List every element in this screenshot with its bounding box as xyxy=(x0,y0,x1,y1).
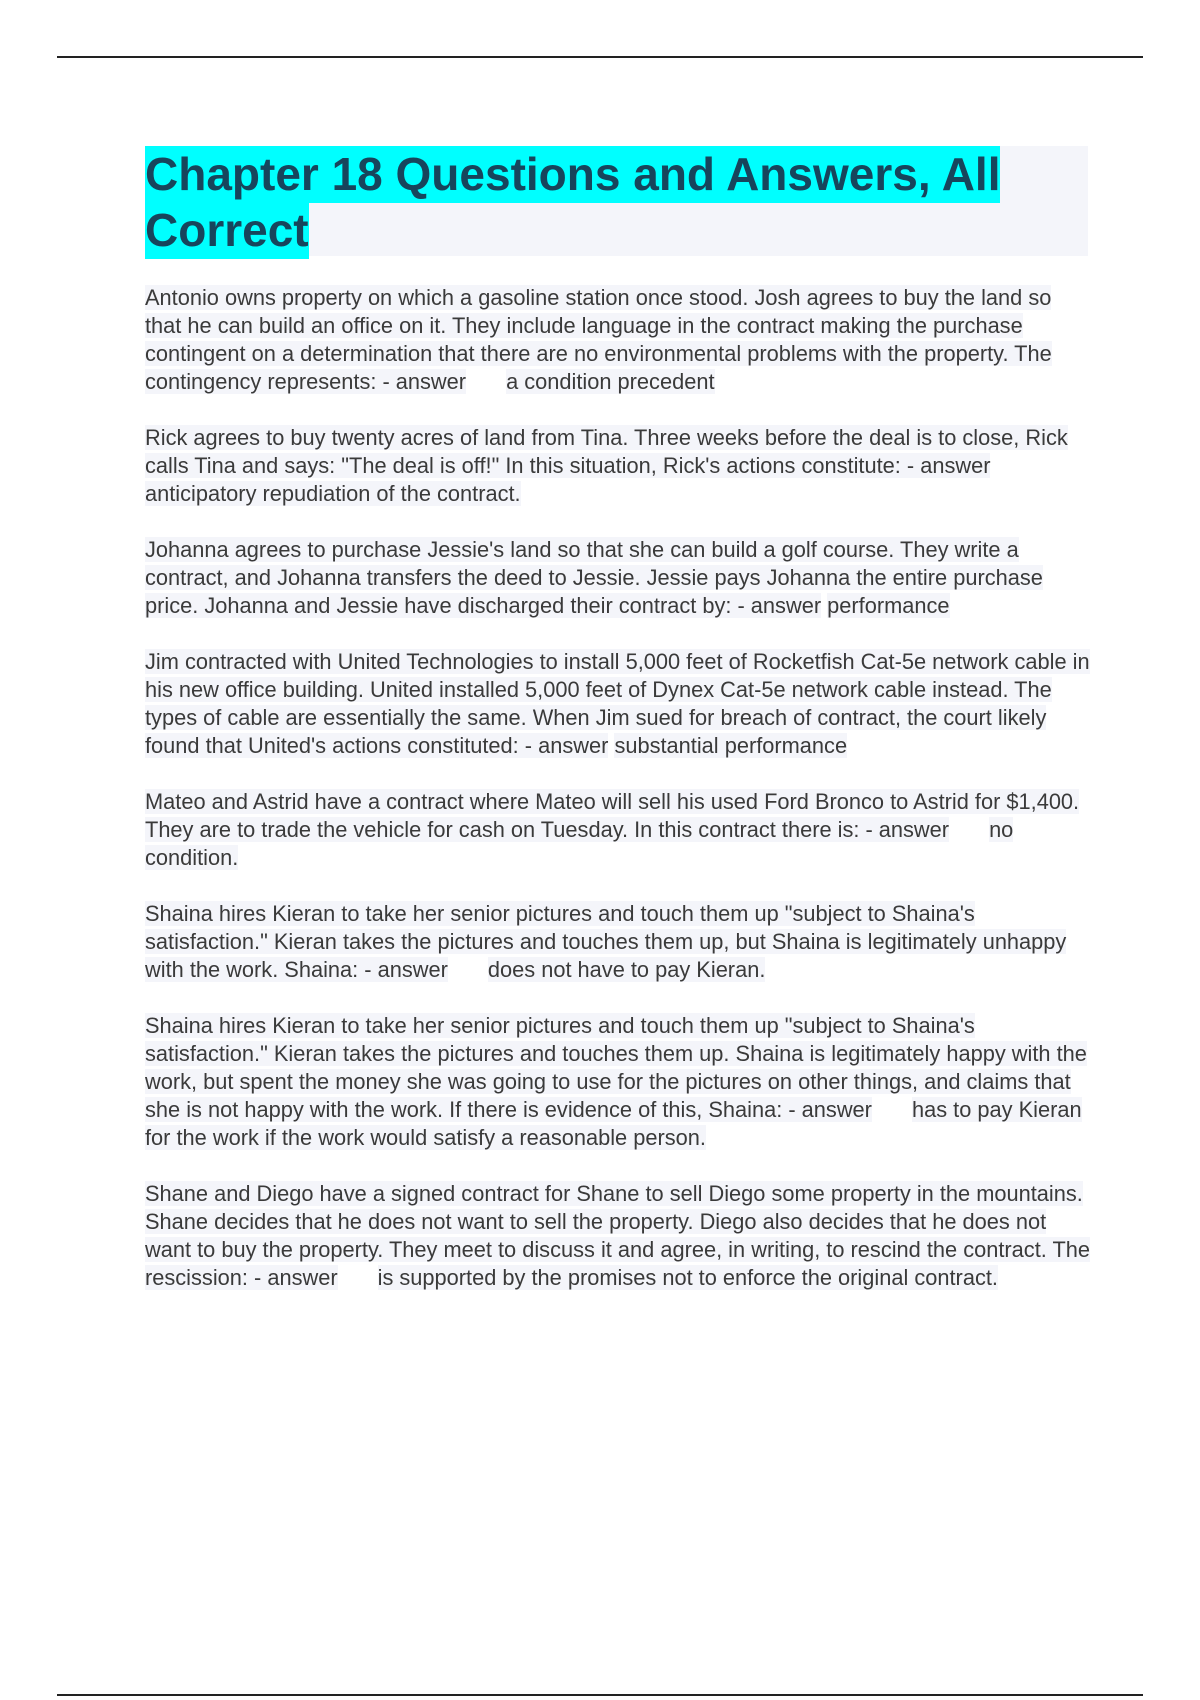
question-text: Shaina hires Kieran to take her senior pictures and touch them up "subject to Shaina's satisfaction." Kieran takes the pictures and touches them up. Shaina is legitimately happy with the work, but spent the money she was going to use for the pictures on other things, and claims that she is not happy with the work. If there is evidence of this, Shaina: - answer xyxy=(145,1013,1087,1122)
answer-text: has to pay Kieran for the work if the work would satisfy a reasonable person. xyxy=(145,1097,1082,1150)
answer-text: anticipatory repudiation of the contract. xyxy=(145,481,521,506)
qa-item xyxy=(145,1180,1093,1292)
answer-text: a condition precedent xyxy=(506,369,715,394)
qa-item xyxy=(145,536,1093,620)
header-rule xyxy=(57,56,1143,58)
qa-item xyxy=(145,648,1093,760)
qa-item xyxy=(145,424,1093,508)
footer-rule xyxy=(57,1694,1143,1696)
question-text: Antonio owns property on which a gasoline station once stood. Josh agrees to buy the land so that he can build an office on it. They include language in the contract making the purchase contingent on a determination that there are no environmental problems with the property. The contingency represents: - answer xyxy=(145,285,1052,394)
answer-text: does not have to pay Kieran. xyxy=(487,957,766,982)
answer-text: substantial performance xyxy=(614,733,848,758)
question-text: Shane and Diego have a signed contract for Shane to sell Diego some property in the mountains. Shane decides that he does not want to sell the property. Diego also decides that he does not want to buy the property. They meet to discuss it and agree, in writing, to rescind the contract. The rescission: - answer xyxy=(145,1181,1091,1290)
title-highlight: Chapter 18 Questions and Answers, All Correct xyxy=(145,146,1000,259)
qa-item xyxy=(145,788,1093,872)
answer-text: performance xyxy=(827,593,950,618)
question-text: Rick agrees to buy twenty acres of land from Tina. Three weeks before the deal is to close, Rick calls Tina and says: "The deal is off!" In this situation, Rick's actions constitute: - answer xyxy=(145,425,1068,478)
question-text: Mateo and Astrid have a contract where Mateo will sell his used Ford Bronco to Astrid for $1,400. They are to trade the vehicle for cash on Tuesday. In this contract there is: - answer xyxy=(145,789,1080,842)
question-text: Johanna agrees to purchase Jessie's land so that she can build a golf course. They write a contract, and Johanna transfers the deed to Jessie. Jessie pays Johanna the entire purchase price. Johanna and Jessie have discharged their contract by: - answer xyxy=(145,537,1043,618)
answer-text: is supported by the promises not to enforce the original contract. xyxy=(377,1265,998,1290)
title-block xyxy=(145,146,1088,256)
qa-item xyxy=(145,900,1093,984)
qa-item xyxy=(145,284,1093,396)
answer-text: no condition. xyxy=(145,817,1014,870)
page-title xyxy=(145,146,1088,258)
question-text: Jim contracted with United Technologies to install 5,000 feet of Rocketfish Cat-5e network cable in his new office building. United installed 5,000 feet of Dynex Cat-5e network cable instead. The types of cable are essentially the same. When Jim sued for breach of contract, the court likely found that United's actions constituted: - answer xyxy=(145,649,1090,758)
qa-list xyxy=(145,284,1093,1320)
qa-item xyxy=(145,1012,1093,1152)
question-text: Shaina hires Kieran to take her senior pictures and touch them up "subject to Shaina's satisfaction." Kieran takes the pictures and touches them up, but Shaina is legitimately unhappy with the work. Shaina: - answer xyxy=(145,901,1067,982)
